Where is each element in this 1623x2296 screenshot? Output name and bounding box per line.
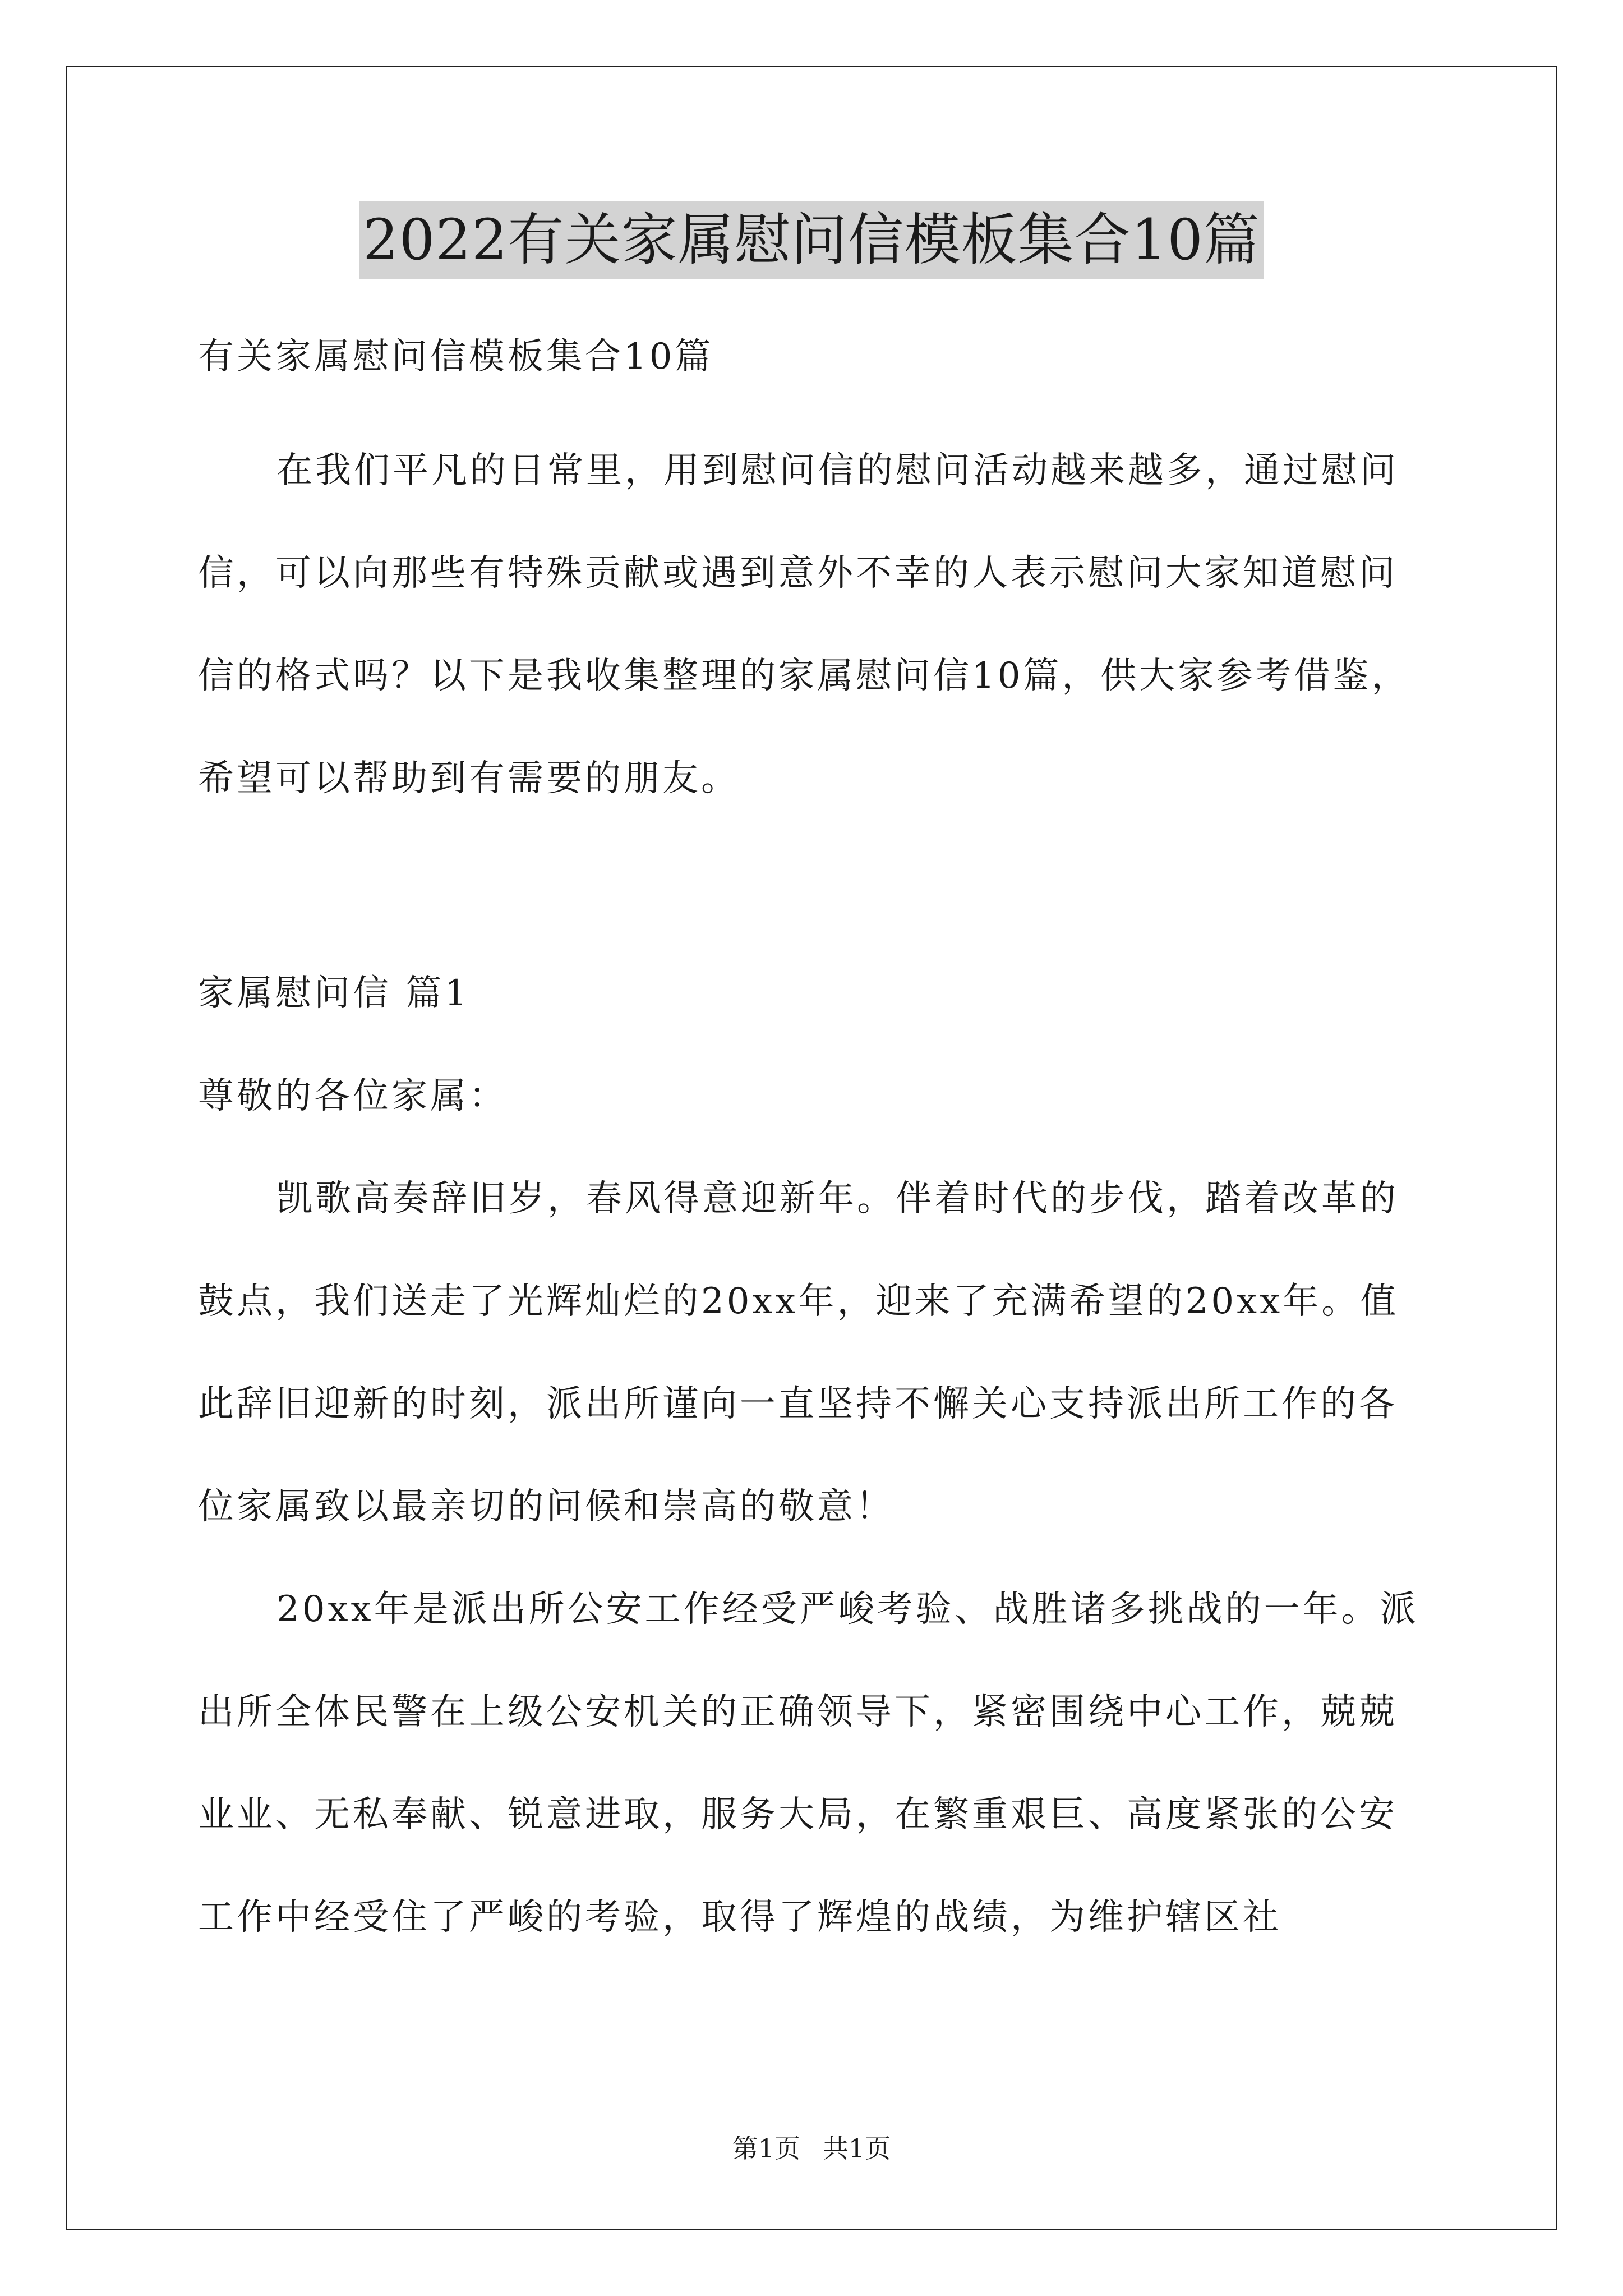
document-title: 2022有关家属慰问信模板集合10篇 [359,201,1264,279]
page-number: 第1页 [732,2133,800,2164]
body-paragraph-2: 20xx年是派出所公安工作经受严峻考验、战胜诸多挑战的一年。派出所全体民警在上级公安机关的正确领导下，紧密围绕中心工作，兢兢业业、无私奉献、锐意进取，服务大局，在繁重艰巨、高度紧张的公安工作中经受住了严峻的考验，取得了辉煌的战绩，为维护辖区社 [198,1589,1419,1938]
intro-paragraph: 在我们平凡的日常里，用到慰问信的慰问活动越来越多，通过慰问信，可以向那些有特殊贡献或遇到意外不幸的人表示慰问大家知道慰问信的格式吗？以下是我收集整理的家属慰问信10篇，供大家参考借鉴，希望可以帮助到有需要的朋友。 [198,450,1410,799]
document-body [198,306,1432,1969]
page-footer [0,2132,1623,2165]
salutation: 尊敬的各位家属： [198,1075,508,1117]
body-paragraph-1: 凯歌高奏辞旧岁，春风得意迎新年。伴着时代的步伐，踏着改革的鼓点，我们送走了光辉灿烂的20xx年，迎来了充满希望的20xx年。值此辞旧迎新的时刻，派出所谨向一直坚持不懈关心支持派出所工作的各位家属致以最亲切的问候和崇高的敬意！ [198,1178,1399,1527]
page-total: 共1页 [823,2133,891,2164]
title-wrap [0,201,1623,279]
section-heading: 家属慰问信 篇1 [198,973,471,1014]
document-subtitle: 有关家属慰问信模板集合10篇 [198,336,714,378]
